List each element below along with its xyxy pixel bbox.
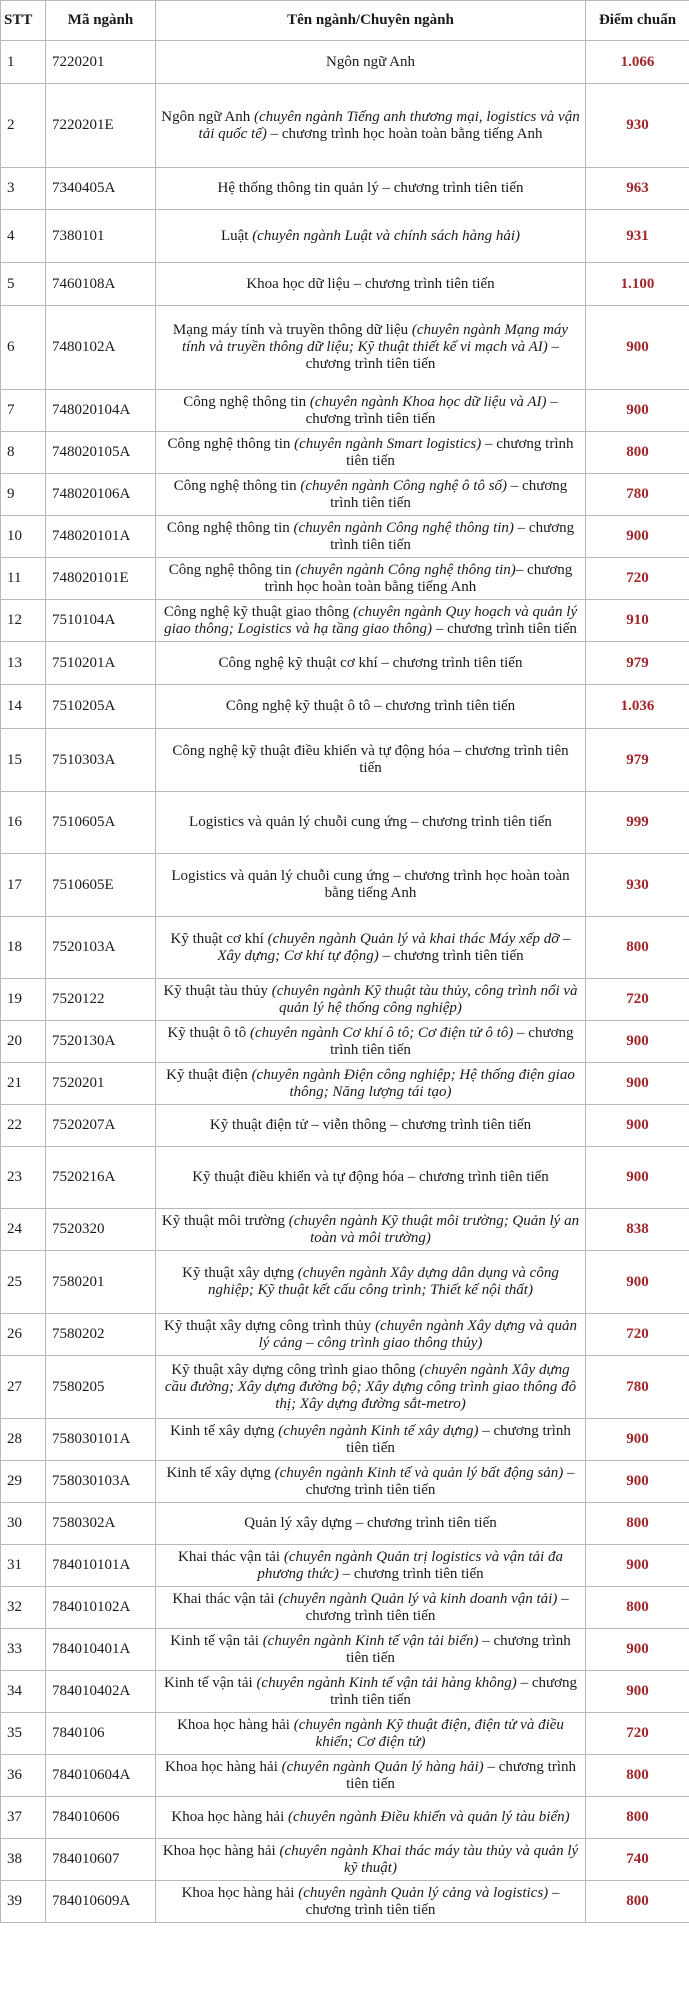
row-name <box>156 1587 586 1629</box>
row-name-specialization: (chuyên ngành Mạng máy tính và truyền thông dữ liệu; Kỹ thuật thiết kế vi mạch và AI) <box>182 322 569 355</box>
row-stt: 22 <box>1 1105 46 1147</box>
row-score: 930 <box>586 84 689 168</box>
row-score: 780 <box>586 1356 689 1419</box>
table-row <box>1 1021 689 1063</box>
table-row <box>1 558 689 600</box>
row-code: 7460108A <box>46 263 156 306</box>
table-row <box>1 1419 689 1461</box>
table-row <box>1 41 689 84</box>
row-score: 930 <box>586 854 689 917</box>
row-score: 900 <box>586 1251 689 1314</box>
row-code: 7520216A <box>46 1147 156 1209</box>
row-name <box>156 1105 586 1147</box>
row-name-text: – chương trình tiên tiến <box>346 435 574 469</box>
row-name-specialization: (chuyên ngành Kỹ thuật tàu thủy, công trình nổi và quản lý hệ thống công nghiệp) <box>271 982 578 1016</box>
row-name-text: Công nghệ thông tin <box>183 393 310 410</box>
row-code: 7520320 <box>46 1209 156 1251</box>
row-score: 1.066 <box>586 41 689 84</box>
table-row <box>1 1587 689 1629</box>
row-code: 7340405A <box>46 168 156 210</box>
row-name-text: Công nghệ thông tin <box>166 519 294 536</box>
table-row <box>1 1629 689 1671</box>
row-code: 748020101A <box>46 516 156 558</box>
table-row <box>1 263 689 306</box>
row-stt: 4 <box>1 210 46 263</box>
table-row <box>1 474 689 516</box>
row-name-specialization: (chuyên ngành Điện công nghiệp; Hệ thống điện giao thông; Năng lượng tái tạo) <box>251 1066 575 1100</box>
row-score: 800 <box>586 432 689 474</box>
row-score: 838 <box>586 1209 689 1251</box>
table-row <box>1 432 689 474</box>
table-row <box>1 1839 689 1881</box>
row-name-text: Kỹ thuật điện tử – viễn thông – chương trình tiên tiến <box>209 1117 532 1133</box>
row-name-specialization: (chuyên ngành Luật và chính sách hàng hải) <box>252 227 521 244</box>
row-stt: 27 <box>1 1356 46 1419</box>
row-name-text: Khoa học hàng hải <box>177 1716 294 1733</box>
row-score: 720 <box>586 979 689 1021</box>
row-name-text: Logistics và quản lý chuỗi cung ứng – chương trình tiên tiến <box>189 814 552 830</box>
row-stt: 37 <box>1 1797 46 1839</box>
row-name-specialization: (chuyên ngành Kỹ thuật điện, điện tử và điều khiển; Cơ điện tử) <box>293 1716 564 1750</box>
table-row <box>1 792 689 854</box>
table-row <box>1 210 689 263</box>
row-code: 784010604A <box>46 1755 156 1797</box>
header-row <box>1 1 689 41</box>
row-code: 7510201A <box>46 642 156 685</box>
row-name-specialization: (chuyên ngành Quản lý và khai thác Máy xếp dỡ – Xây dựng; Cơ khí tự động) <box>217 930 571 964</box>
row-score: 979 <box>586 642 689 685</box>
row-name-text: – chương trình tiên tiến <box>338 1565 484 1582</box>
row-stt: 14 <box>1 685 46 729</box>
row-code: 784010609A <box>46 1881 156 1923</box>
row-name <box>156 432 586 474</box>
row-name-specialization: (chuyên ngành Quản lý và kinh doanh vận tải) <box>278 1590 558 1607</box>
row-score: 963 <box>586 168 689 210</box>
table-row <box>1 1545 689 1587</box>
row-name <box>156 263 586 306</box>
row-name <box>156 642 586 685</box>
row-score: 900 <box>586 1629 689 1671</box>
table-row <box>1 600 689 642</box>
table-row <box>1 1713 689 1755</box>
row-stt: 15 <box>1 729 46 792</box>
row-stt: 32 <box>1 1587 46 1629</box>
row-stt: 8 <box>1 432 46 474</box>
table-row <box>1 1503 689 1545</box>
row-score: 1.100 <box>586 263 689 306</box>
row-name-text: Kỹ thuật điều khiển và tự động hóa – chương trình tiên tiến <box>192 1169 549 1185</box>
row-name-text: Ngôn ngữ Anh <box>326 53 415 70</box>
table-row <box>1 854 689 917</box>
row-name-text: – chương trình tiên tiến <box>346 1422 571 1456</box>
row-code: 7520201 <box>46 1063 156 1105</box>
row-name-text: – chương trình tiên tiến <box>346 1758 576 1792</box>
row-name-text: Khoa học hàng hải <box>181 1884 299 1901</box>
row-score: 900 <box>586 516 689 558</box>
row-name-specialization: (chuyên ngành Xây dựng cầu đường; Xây dựng đường bộ; Xây dựng công trình giao thông đô thị; Xây dựng đường sắt-metro) <box>164 1361 577 1412</box>
row-name-text: – chương trình tiên tiến <box>330 519 575 553</box>
row-name-text: – chương trình tiên tiến <box>346 1632 571 1666</box>
row-name-specialization: (chuyên ngành Xây dựng và quản lý cảng – công trình giao thông thủy) <box>258 1317 577 1351</box>
row-name-specialization: (chuyên ngành Kinh tế và quản lý bất động sản) <box>274 1464 564 1481</box>
row-score: 900 <box>586 1147 689 1209</box>
row-name-text: – chương trình tiên tiến <box>330 477 568 511</box>
row-stt: 21 <box>1 1063 46 1105</box>
row-score: 900 <box>586 1063 689 1105</box>
row-score: 800 <box>586 1881 689 1923</box>
row-code: 748020105A <box>46 432 156 474</box>
row-score: 720 <box>586 558 689 600</box>
row-name-specialization: (chuyên ngành Quản lý hàng hải) <box>281 1758 484 1775</box>
row-name <box>156 1063 586 1105</box>
row-stt: 34 <box>1 1671 46 1713</box>
table-header <box>1 1 689 41</box>
row-code: 7510205A <box>46 685 156 729</box>
row-code: 7480102A <box>46 306 156 390</box>
row-name <box>156 1503 586 1545</box>
row-code: 784010101A <box>46 1545 156 1587</box>
row-name <box>156 1545 586 1587</box>
row-stt: 13 <box>1 642 46 685</box>
row-name-text: Quản lý xây dựng – chương trình tiên tiến <box>244 1515 497 1531</box>
row-name-text: Kỹ thuật xây dựng <box>182 1265 298 1281</box>
row-name-text: – chương trình học hoàn toàn bằng tiếng Anh <box>266 125 543 142</box>
table-body <box>1 41 689 1923</box>
row-name-text: Công nghệ kỹ thuật cơ khí – chương trình tiên tiến <box>218 654 523 671</box>
row-name-text: Logistics và quản lý chuỗi cung ứng – chương trình học hoàn toàn bằng tiếng Anh <box>171 868 570 901</box>
row-score: 780 <box>586 474 689 516</box>
row-name-text: – chương trình tiên tiến <box>432 620 577 637</box>
row-score: 979 <box>586 729 689 792</box>
row-name-text: – chương trình tiên tiến <box>378 947 524 964</box>
row-name-specialization: (chuyên ngành Điều khiển và quản lý tàu biển) <box>288 1809 570 1825</box>
row-score: 900 <box>586 1671 689 1713</box>
row-stt: 26 <box>1 1314 46 1356</box>
row-name-specialization: (chuyên ngành Quy hoạch và quản lý giao thông; Logistics và hạ tầng giao thông) <box>164 603 578 637</box>
row-name <box>156 1461 586 1503</box>
row-score: 900 <box>586 1021 689 1063</box>
row-name-text: Kỹ thuật ô tô <box>167 1024 250 1041</box>
row-stt: 38 <box>1 1839 46 1881</box>
row-code: 758030101A <box>46 1419 156 1461</box>
row-name-text: Khai thác vận tải <box>172 1590 279 1607</box>
row-name <box>156 1839 586 1881</box>
table-row <box>1 1063 689 1105</box>
row-score: 900 <box>586 306 689 390</box>
row-score: 800 <box>586 917 689 979</box>
table-row <box>1 729 689 792</box>
row-code: 7220201 <box>46 41 156 84</box>
row-name-text: – chương trình tiên tiến <box>305 1884 560 1918</box>
row-name <box>156 1755 586 1797</box>
table-row <box>1 306 689 390</box>
row-name <box>156 210 586 263</box>
row-name-text: – chương trình học hoàn toàn bằng tiếng Anh <box>264 561 573 595</box>
row-code: 7510104A <box>46 600 156 642</box>
row-name-specialization: (chuyên ngành Xây dựng dân dụng và công nghiệp; Kỹ thuật kết cấu công trình; Thiết kế nội thất) <box>208 1265 559 1298</box>
row-name <box>156 917 586 979</box>
row-name <box>156 1356 586 1419</box>
row-code: 7580302A <box>46 1503 156 1545</box>
row-name-text: – chương trình tiên tiến <box>330 1024 574 1058</box>
row-stt: 30 <box>1 1503 46 1545</box>
row-code: 7510303A <box>46 729 156 792</box>
row-stt: 39 <box>1 1881 46 1923</box>
row-name <box>156 41 586 84</box>
row-name <box>156 1881 586 1923</box>
table-row <box>1 917 689 979</box>
row-name <box>156 1419 586 1461</box>
table-row <box>1 1251 689 1314</box>
row-name-text: – chương trình tiên tiến <box>305 393 558 427</box>
row-name-text: Công nghệ kỹ thuật giao thông <box>163 603 354 620</box>
table-row <box>1 1671 689 1713</box>
row-code: 748020104A <box>46 390 156 432</box>
row-stt: 5 <box>1 263 46 306</box>
row-stt: 17 <box>1 854 46 917</box>
row-code: 748020101E <box>46 558 156 600</box>
row-name-specialization: (chuyên ngành Smart logistics) <box>294 435 482 452</box>
row-stt: 33 <box>1 1629 46 1671</box>
row-code: 7580205 <box>46 1356 156 1419</box>
row-stt: 28 <box>1 1419 46 1461</box>
row-stt: 23 <box>1 1147 46 1209</box>
row-name-text: Kỹ thuật cơ khí <box>170 930 268 947</box>
table-row <box>1 168 689 210</box>
row-stt: 29 <box>1 1461 46 1503</box>
row-code: 7520207A <box>46 1105 156 1147</box>
table-row <box>1 979 689 1021</box>
row-name-specialization: (chuyên ngành Quản trị logistics và vận tải đa phương thức) <box>257 1548 563 1582</box>
row-score: 900 <box>586 1105 689 1147</box>
row-code: 748020106A <box>46 474 156 516</box>
header-score: Điểm chuẩn <box>586 1 689 41</box>
row-score: 720 <box>586 1713 689 1755</box>
row-name-specialization: (chuyên ngành Kỹ thuật môi trường; Quản lý an toàn và môi trường) <box>288 1212 580 1246</box>
row-name <box>156 1021 586 1063</box>
row-code: 7510605E <box>46 854 156 917</box>
row-name-text: Kỹ thuật xây dựng công trình giao thông <box>171 1361 420 1378</box>
row-name-specialization: (chuyên ngành Khai thác máy tàu thủy và quản lý kỹ thuật) <box>279 1842 579 1876</box>
row-name <box>156 1209 586 1251</box>
row-name-text: Công nghệ thông tin <box>167 435 295 452</box>
row-score: 1.036 <box>586 685 689 729</box>
row-name-text: Ngôn ngữ Anh <box>161 108 254 125</box>
row-name <box>156 854 586 917</box>
table-row <box>1 84 689 168</box>
row-stt: 20 <box>1 1021 46 1063</box>
row-name <box>156 1629 586 1671</box>
row-name <box>156 516 586 558</box>
row-stt: 3 <box>1 168 46 210</box>
row-score: 720 <box>586 1314 689 1356</box>
row-stt: 6 <box>1 306 46 390</box>
table-row <box>1 516 689 558</box>
table-row <box>1 1147 689 1209</box>
row-name <box>156 1797 586 1839</box>
row-code: 7520122 <box>46 979 156 1021</box>
row-name-text: Mạng máy tính và truyền thông dữ liệu <box>172 322 412 338</box>
row-name-specialization: (chuyên ngành Khoa học dữ liệu và AI) <box>309 393 547 410</box>
row-code: 7840106 <box>46 1713 156 1755</box>
row-name-text: – chương trình tiên tiến <box>330 1674 578 1708</box>
row-name-text: Kinh tế vận tải <box>163 1674 257 1691</box>
row-score: 800 <box>586 1503 689 1545</box>
row-name-text: Kỹ thuật điện <box>166 1066 252 1083</box>
row-stt: 18 <box>1 917 46 979</box>
row-code: 7580202 <box>46 1314 156 1356</box>
table-row <box>1 390 689 432</box>
row-name-text: Khoa học hàng hải <box>171 1809 289 1825</box>
row-code: 784010606 <box>46 1797 156 1839</box>
row-name-text: Khoa học dữ liệu – chương trình tiên tiến <box>246 275 495 292</box>
row-name-text: Công nghệ kỹ thuật ô tô – chương trình tiên tiến <box>225 698 516 714</box>
row-name <box>156 979 586 1021</box>
row-name <box>156 1147 586 1209</box>
row-name-text: Khoa học hàng hải <box>165 1758 282 1775</box>
row-name <box>156 600 586 642</box>
row-code: 784010402A <box>46 1671 156 1713</box>
row-code: 758030103A <box>46 1461 156 1503</box>
row-stt: 24 <box>1 1209 46 1251</box>
row-stt: 35 <box>1 1713 46 1755</box>
row-name <box>156 558 586 600</box>
row-code: 7510605A <box>46 792 156 854</box>
header-name: Tên ngành/Chuyên ngành <box>156 1 586 41</box>
row-code: 7580201 <box>46 1251 156 1314</box>
row-name-specialization: (chuyên ngành Công nghệ ô tô số) <box>300 477 508 494</box>
row-name-text: Luật <box>220 227 253 244</box>
row-name <box>156 685 586 729</box>
row-name-specialization: (chuyên ngành Công nghệ thông tin) <box>293 519 514 536</box>
row-name <box>156 84 586 168</box>
header-stt: STT <box>1 1 46 41</box>
row-name-text: Khoa học hàng hải <box>162 1842 280 1859</box>
row-score: 800 <box>586 1797 689 1839</box>
row-name-text: – chương trình tiên tiến <box>305 339 559 372</box>
row-name <box>156 474 586 516</box>
row-name <box>156 1314 586 1356</box>
row-name-specialization: (chuyên ngành Cơ khí ô tô; Cơ điện tử ô tô) <box>249 1024 514 1041</box>
row-score: 910 <box>586 600 689 642</box>
table-row <box>1 1356 689 1419</box>
row-name-text: – chương trình tiên tiến <box>305 1590 569 1624</box>
row-name-specialization: (chuyên ngành Kinh tế vận tải biển) <box>262 1632 479 1649</box>
row-score: 900 <box>586 1461 689 1503</box>
row-code: 7520103A <box>46 917 156 979</box>
table-row <box>1 685 689 729</box>
row-score: 800 <box>586 1587 689 1629</box>
row-name <box>156 729 586 792</box>
table-row <box>1 642 689 685</box>
row-stt: 25 <box>1 1251 46 1314</box>
header-code: Mã ngành <box>46 1 156 41</box>
row-stt: 1 <box>1 41 46 84</box>
row-stt: 7 <box>1 390 46 432</box>
row-name-specialization: (chuyên ngành Quản lý cảng và logistics) <box>298 1884 549 1901</box>
row-code: 7380101 <box>46 210 156 263</box>
row-name-specialization: (chuyên ngành Kinh tế xây dựng) <box>278 1422 479 1439</box>
row-name <box>156 792 586 854</box>
row-name-specialization: (chuyên ngành Công nghệ thông tin) <box>295 561 516 578</box>
row-code: 784010607 <box>46 1839 156 1881</box>
row-name-text: Kỹ thuật môi trường <box>161 1212 289 1229</box>
row-name <box>156 168 586 210</box>
row-name <box>156 306 586 390</box>
row-name <box>156 1713 586 1755</box>
row-name-text: Công nghệ thông tin <box>168 561 296 578</box>
row-name-text: Kinh tế vận tải <box>170 1632 263 1649</box>
row-stt: 19 <box>1 979 46 1021</box>
row-name-text: Kinh tế xây dựng <box>166 1464 275 1481</box>
row-stt: 31 <box>1 1545 46 1587</box>
row-name-specialization: (chuyên ngành Kinh tế vận tải hàng không) <box>256 1674 517 1691</box>
row-name-text: Công nghệ kỹ thuật điều khiển và tự động hóa – chương trình tiên tiến <box>172 743 569 776</box>
row-code: 784010102A <box>46 1587 156 1629</box>
row-score: 900 <box>586 390 689 432</box>
table-row <box>1 1881 689 1923</box>
row-name <box>156 1671 586 1713</box>
row-score: 800 <box>586 1755 689 1797</box>
row-stt: 36 <box>1 1755 46 1797</box>
row-stt: 16 <box>1 792 46 854</box>
row-code: 784010401A <box>46 1629 156 1671</box>
row-stt: 12 <box>1 600 46 642</box>
row-score: 931 <box>586 210 689 263</box>
row-code: 7520130A <box>46 1021 156 1063</box>
row-score: 900 <box>586 1545 689 1587</box>
row-name-text: Hệ thống thông tin quản lý – chương trình tiên tiến <box>217 180 524 196</box>
row-score: 740 <box>586 1839 689 1881</box>
row-code: 7220201E <box>46 84 156 168</box>
row-score: 999 <box>586 792 689 854</box>
row-name-specialization: (chuyên ngành Tiếng anh thương mại, logistics và vận tải quốc tế) <box>198 108 580 142</box>
table-row <box>1 1314 689 1356</box>
row-stt: 9 <box>1 474 46 516</box>
row-name-text: Công nghệ thông tin <box>173 477 301 494</box>
row-name <box>156 390 586 432</box>
row-stt: 2 <box>1 84 46 168</box>
table-row <box>1 1461 689 1503</box>
row-stt: 10 <box>1 516 46 558</box>
table-row <box>1 1797 689 1839</box>
row-name-text: Khai thác vận tải <box>178 1548 284 1565</box>
row-name <box>156 1251 586 1314</box>
row-name-text: Kỹ thuật xây dựng công trình thủy <box>164 1317 376 1334</box>
row-score: 900 <box>586 1419 689 1461</box>
table-row <box>1 1105 689 1147</box>
row-name-text: Kỹ thuật tàu thủy <box>163 982 272 999</box>
row-stt: 11 <box>1 558 46 600</box>
row-name-text: – chương trình tiên tiến <box>305 1464 575 1498</box>
table-row <box>1 1755 689 1797</box>
table-row <box>1 1209 689 1251</box>
row-name-text: Kinh tế xây dựng <box>170 1422 279 1439</box>
